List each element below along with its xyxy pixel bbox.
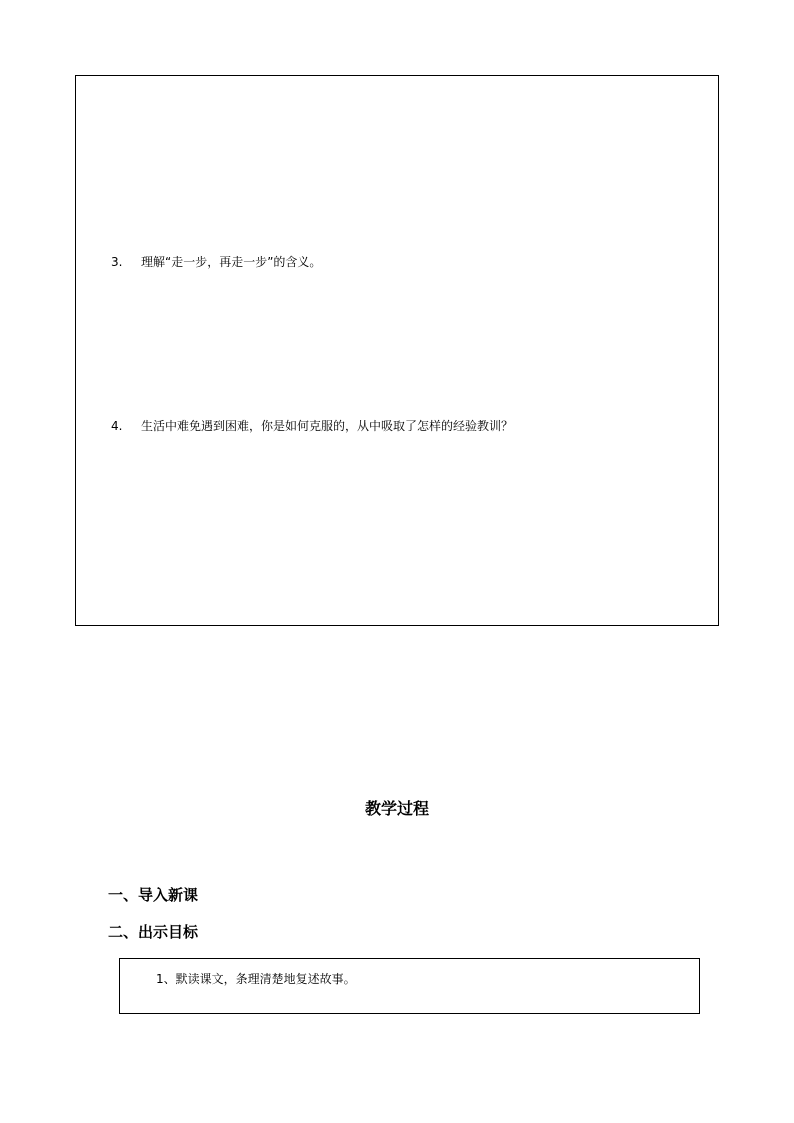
question-4 [111, 418, 513, 434]
questions-box [75, 75, 719, 626]
question-text: 生活中难免遇到困难，你是如何克服的，从中吸取了怎样的经验教训？ [141, 419, 514, 433]
goal-item: 1、默读课文，条理清楚地复述故事。 [156, 972, 356, 986]
question-number: 3. [111, 255, 123, 269]
heading-goals: 二、出示目标 [108, 923, 199, 941]
heading-intro: 一、导入新课 [108, 886, 199, 904]
question-number: 4. [111, 419, 123, 433]
question-text: 理解“走一步，再走一步”的含义。 [141, 255, 322, 269]
question-3 [111, 254, 321, 270]
goals-box [119, 958, 700, 1014]
section-title: 教学过程 [364, 799, 429, 818]
